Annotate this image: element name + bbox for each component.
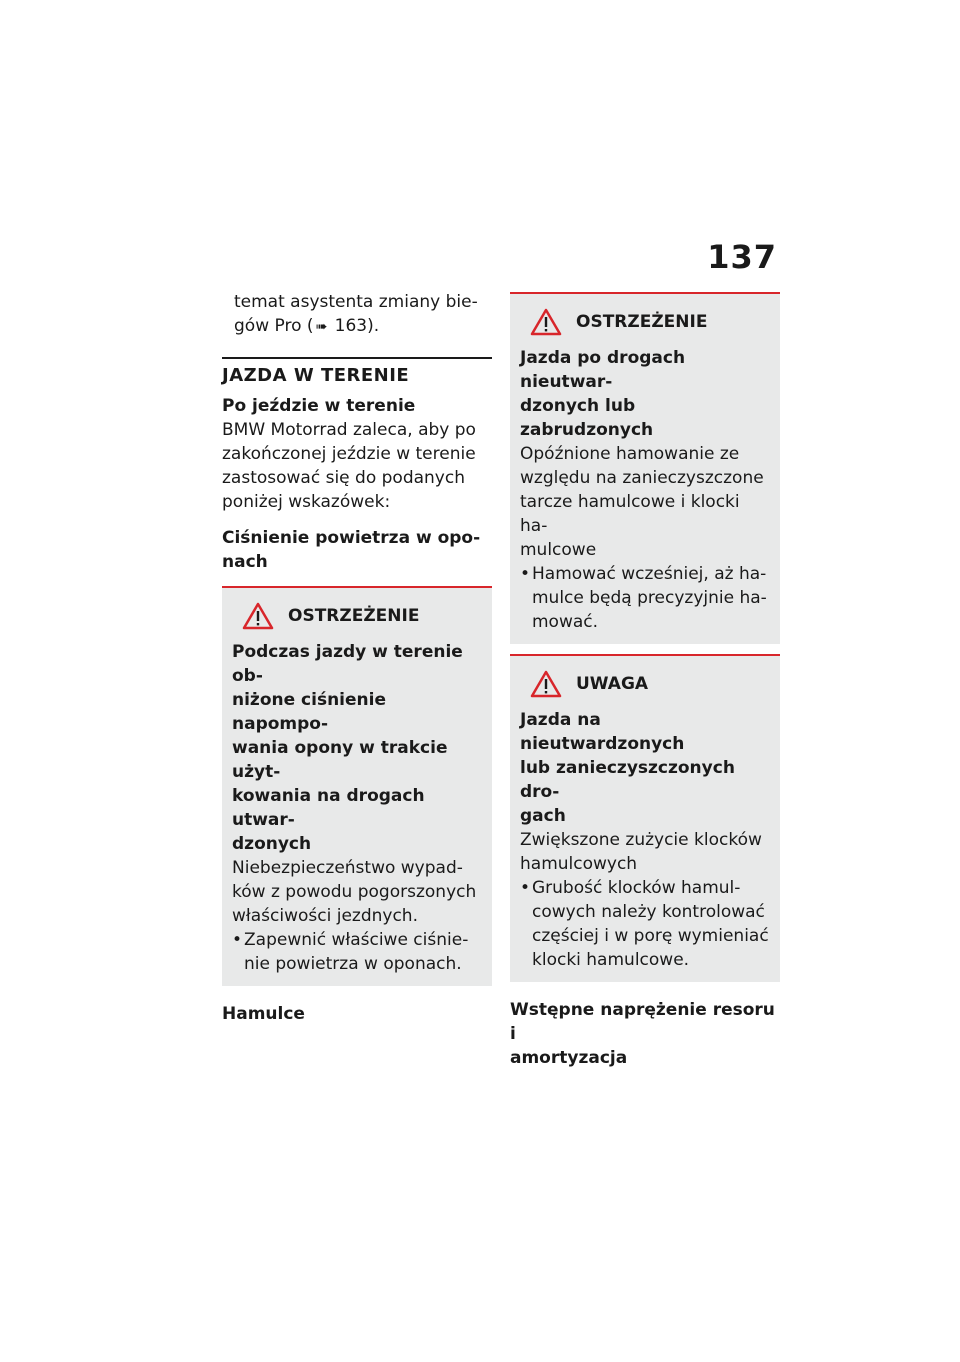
intro-line: temat asystenta zmiany bie- [234,292,478,312]
warning-triangle-icon [242,602,274,630]
right-column [510,292,780,1070]
warning-box [222,586,492,986]
notice-title: UWAGA [576,674,649,694]
list-item: • Grubość klocków hamul- cowych należy kontrolować częściej i w porę wymieniać klocki hamulcowe. [520,878,769,970]
subhead-after-offroad: Po jeździe w terenie [222,396,416,416]
left-column [222,290,492,1026]
warning-box [510,292,780,644]
notice-box [510,654,780,982]
page-number: 137 [707,238,777,276]
paragraph: BMW Motorrad zaleca, aby po zakończonej jeździe w terenie zastosować się do podanych poniżej wskazówek: [222,420,476,512]
subhead-spring-preload: Wstępne naprężenie resoru i amortyzacja [510,1000,775,1068]
section-title: JAZDA W TERENIE [222,357,492,386]
intro-line: gów Pro ( ➠ 163). [222,314,492,339]
notice-bold: Jazda na nieutwardzonych lub zanieczyszczonych dro- gach [520,710,735,826]
arrow-right-icon: ➠ [315,319,328,335]
notice-text: Zwiększone zużycie klocków hamulcowych [520,830,762,874]
warning-bold: Podczas jazdy w terenie ob- niżone ciśnienie napompo- wania opony w trakcie użyt- kowania na drogach utwar- dzonych [232,642,463,854]
warning-bold: Jazda po drogach nieutwar- dzonych lub zabrudzonych [520,348,686,440]
warning-title: OSTRZEŻENIE [288,606,420,626]
warning-text: Niebezpieczeństwo wypad- ków z powodu pogorszonych właściwości jezdnych. [232,858,477,926]
list-item: • Hamować wcześniej, aż ha- mulce będą precyzyjnie ha- mować. [520,564,767,632]
warning-triangle-icon [530,308,562,336]
warning-text: Opóźnione hamowanie ze względu na zanieczyszczone tarcze hamulcowe i klocki ha- mulcowe [520,444,764,560]
warning-triangle-icon [530,670,562,698]
subhead-brakes: Hamulce [222,1004,305,1024]
list-item: • Zapewnić właściwe ciśnie- nie powietrza w oponach. [232,930,469,974]
intro-text [222,290,492,339]
subhead-tire-pressure: Ciśnienie powietrza w opo- nach [222,528,481,572]
warning-title: OSTRZEŻENIE [576,312,708,332]
